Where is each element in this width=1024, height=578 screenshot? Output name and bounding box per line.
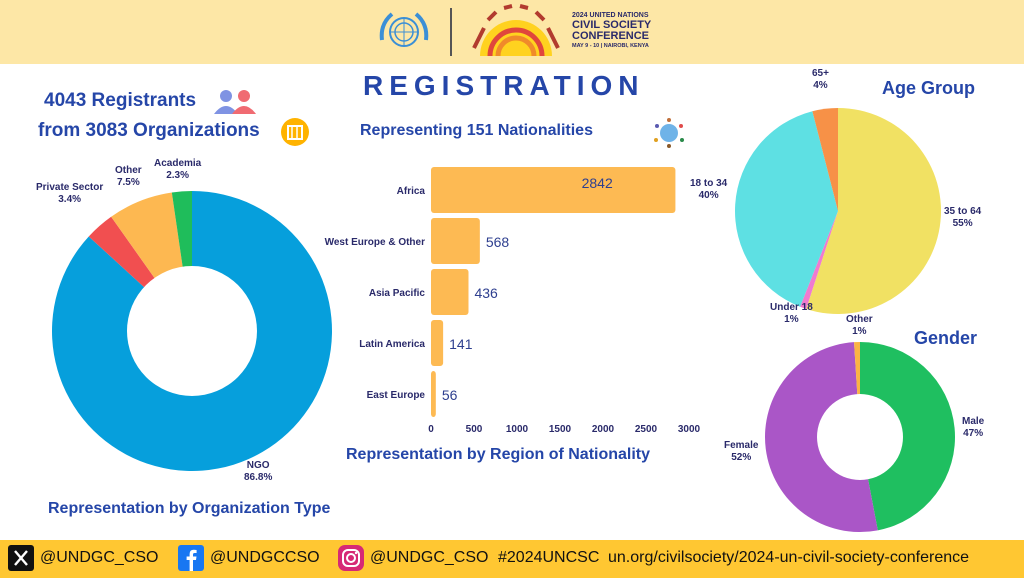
age-chart-title: Age Group — [882, 78, 975, 98]
registrants-count: 4043 Registrants — [44, 90, 197, 111]
nationalities-heading: Representing 151 Nationalities — [360, 122, 593, 139]
gender-donut-hole — [817, 394, 903, 480]
org-chart-title: Representation by Organization Type — [48, 500, 331, 517]
region-chart-title: Representation by Region of Nationality — [346, 446, 651, 463]
age-label-35-64-name: 35 to 64 — [944, 206, 982, 217]
region-xtick-3000: 3000 — [677, 424, 701, 435]
region-xtick-2000: 2000 — [591, 424, 615, 435]
gender-label-female-pct: 52% — [731, 452, 752, 463]
region-value-west-europe-other: 568 — [485, 234, 510, 250]
org-label-ngo-pct: 86.8% — [244, 472, 273, 483]
region-xtick-2500: 2500 — [634, 424, 658, 435]
region-category-africa: Africa — [396, 186, 425, 197]
facebook-handle-link[interactable]: @UNDGCCSO — [210, 549, 320, 566]
region-value-africa: 2842 — [581, 175, 613, 191]
conference-line2: CIVIL SOCIETY — [572, 19, 652, 31]
region-xtick-0: 0 — [428, 424, 434, 435]
page-title: REGISTRATION — [363, 70, 645, 101]
org-label-other-pct: 7.5% — [116, 177, 140, 188]
region-xtick-500: 500 — [465, 424, 483, 435]
age-label-under18-name: Under 18 — [770, 302, 813, 313]
x-twitter-icon[interactable] — [8, 545, 34, 571]
region-value-east-europe: 56 — [441, 387, 458, 403]
org-label-academia-name: Academia — [154, 158, 202, 169]
age-label-65-name: 65+ — [812, 68, 829, 79]
org-label-private-name: Private Sector — [36, 182, 104, 193]
instagram-icon[interactable] — [338, 545, 364, 571]
hashtag-text: #2024UNCSC — [498, 549, 600, 566]
instagram-handle-link[interactable]: @UNDGC_CSO — [370, 549, 489, 566]
gender-label-other — [846, 314, 873, 338]
conference-url-link[interactable]: un.org/civilsociety/2024-un-civil-society-conference — [608, 549, 970, 566]
age-label-65-pct: 4% — [813, 80, 828, 91]
gender-label-male-name: Male — [962, 416, 985, 427]
region-category-west-europe-other: West Europe & Other — [324, 237, 425, 248]
age-label-under18-pct: 1% — [784, 314, 799, 325]
region-category-latin-america: Latin America — [359, 339, 425, 350]
gender-label-female — [724, 440, 758, 464]
age-label-18-34-name: 18 to 34 — [690, 178, 728, 189]
gender-label-other-name: Other — [846, 314, 873, 325]
gender-label-female-name: Female — [724, 440, 759, 451]
conference-dates: MAY 9 - 10 | NAIROBI, KENYA — [572, 43, 649, 49]
age-label-35-64-pct: 55% — [952, 218, 973, 229]
region-value-asia-pacific: 436 — [474, 285, 498, 301]
org-label-ngo-name: NGO — [246, 460, 270, 471]
facebook-icon[interactable] — [178, 545, 204, 571]
region-xtick-1500: 1500 — [548, 424, 572, 435]
gender-label-other-pct: 1% — [852, 326, 867, 337]
conference-line3: CONFERENCE — [572, 30, 650, 42]
region-category-east-europe: East Europe — [366, 390, 425, 401]
gender-label-male — [962, 416, 984, 440]
region-xtick-1000: 1000 — [505, 424, 529, 435]
org-label-other-name: Other — [115, 165, 142, 176]
region-category-asia-pacific: Asia Pacific — [368, 288, 425, 299]
org-label-academia-pct: 2.3% — [166, 170, 190, 181]
organizations-count: from 3083 Organizations — [38, 120, 260, 141]
conference-line1: 2024 UNITED NATIONS — [572, 12, 649, 19]
region-value-latin-america: 141 — [449, 336, 473, 352]
twitter-handle-link[interactable]: @UNDGC_CSO — [40, 549, 159, 566]
age-label-18-34-pct: 40% — [698, 190, 719, 201]
gender-label-male-pct: 47% — [963, 428, 984, 439]
gender-chart-title: Gender — [914, 328, 978, 348]
org-label-private-pct: 3.4% — [58, 194, 82, 205]
